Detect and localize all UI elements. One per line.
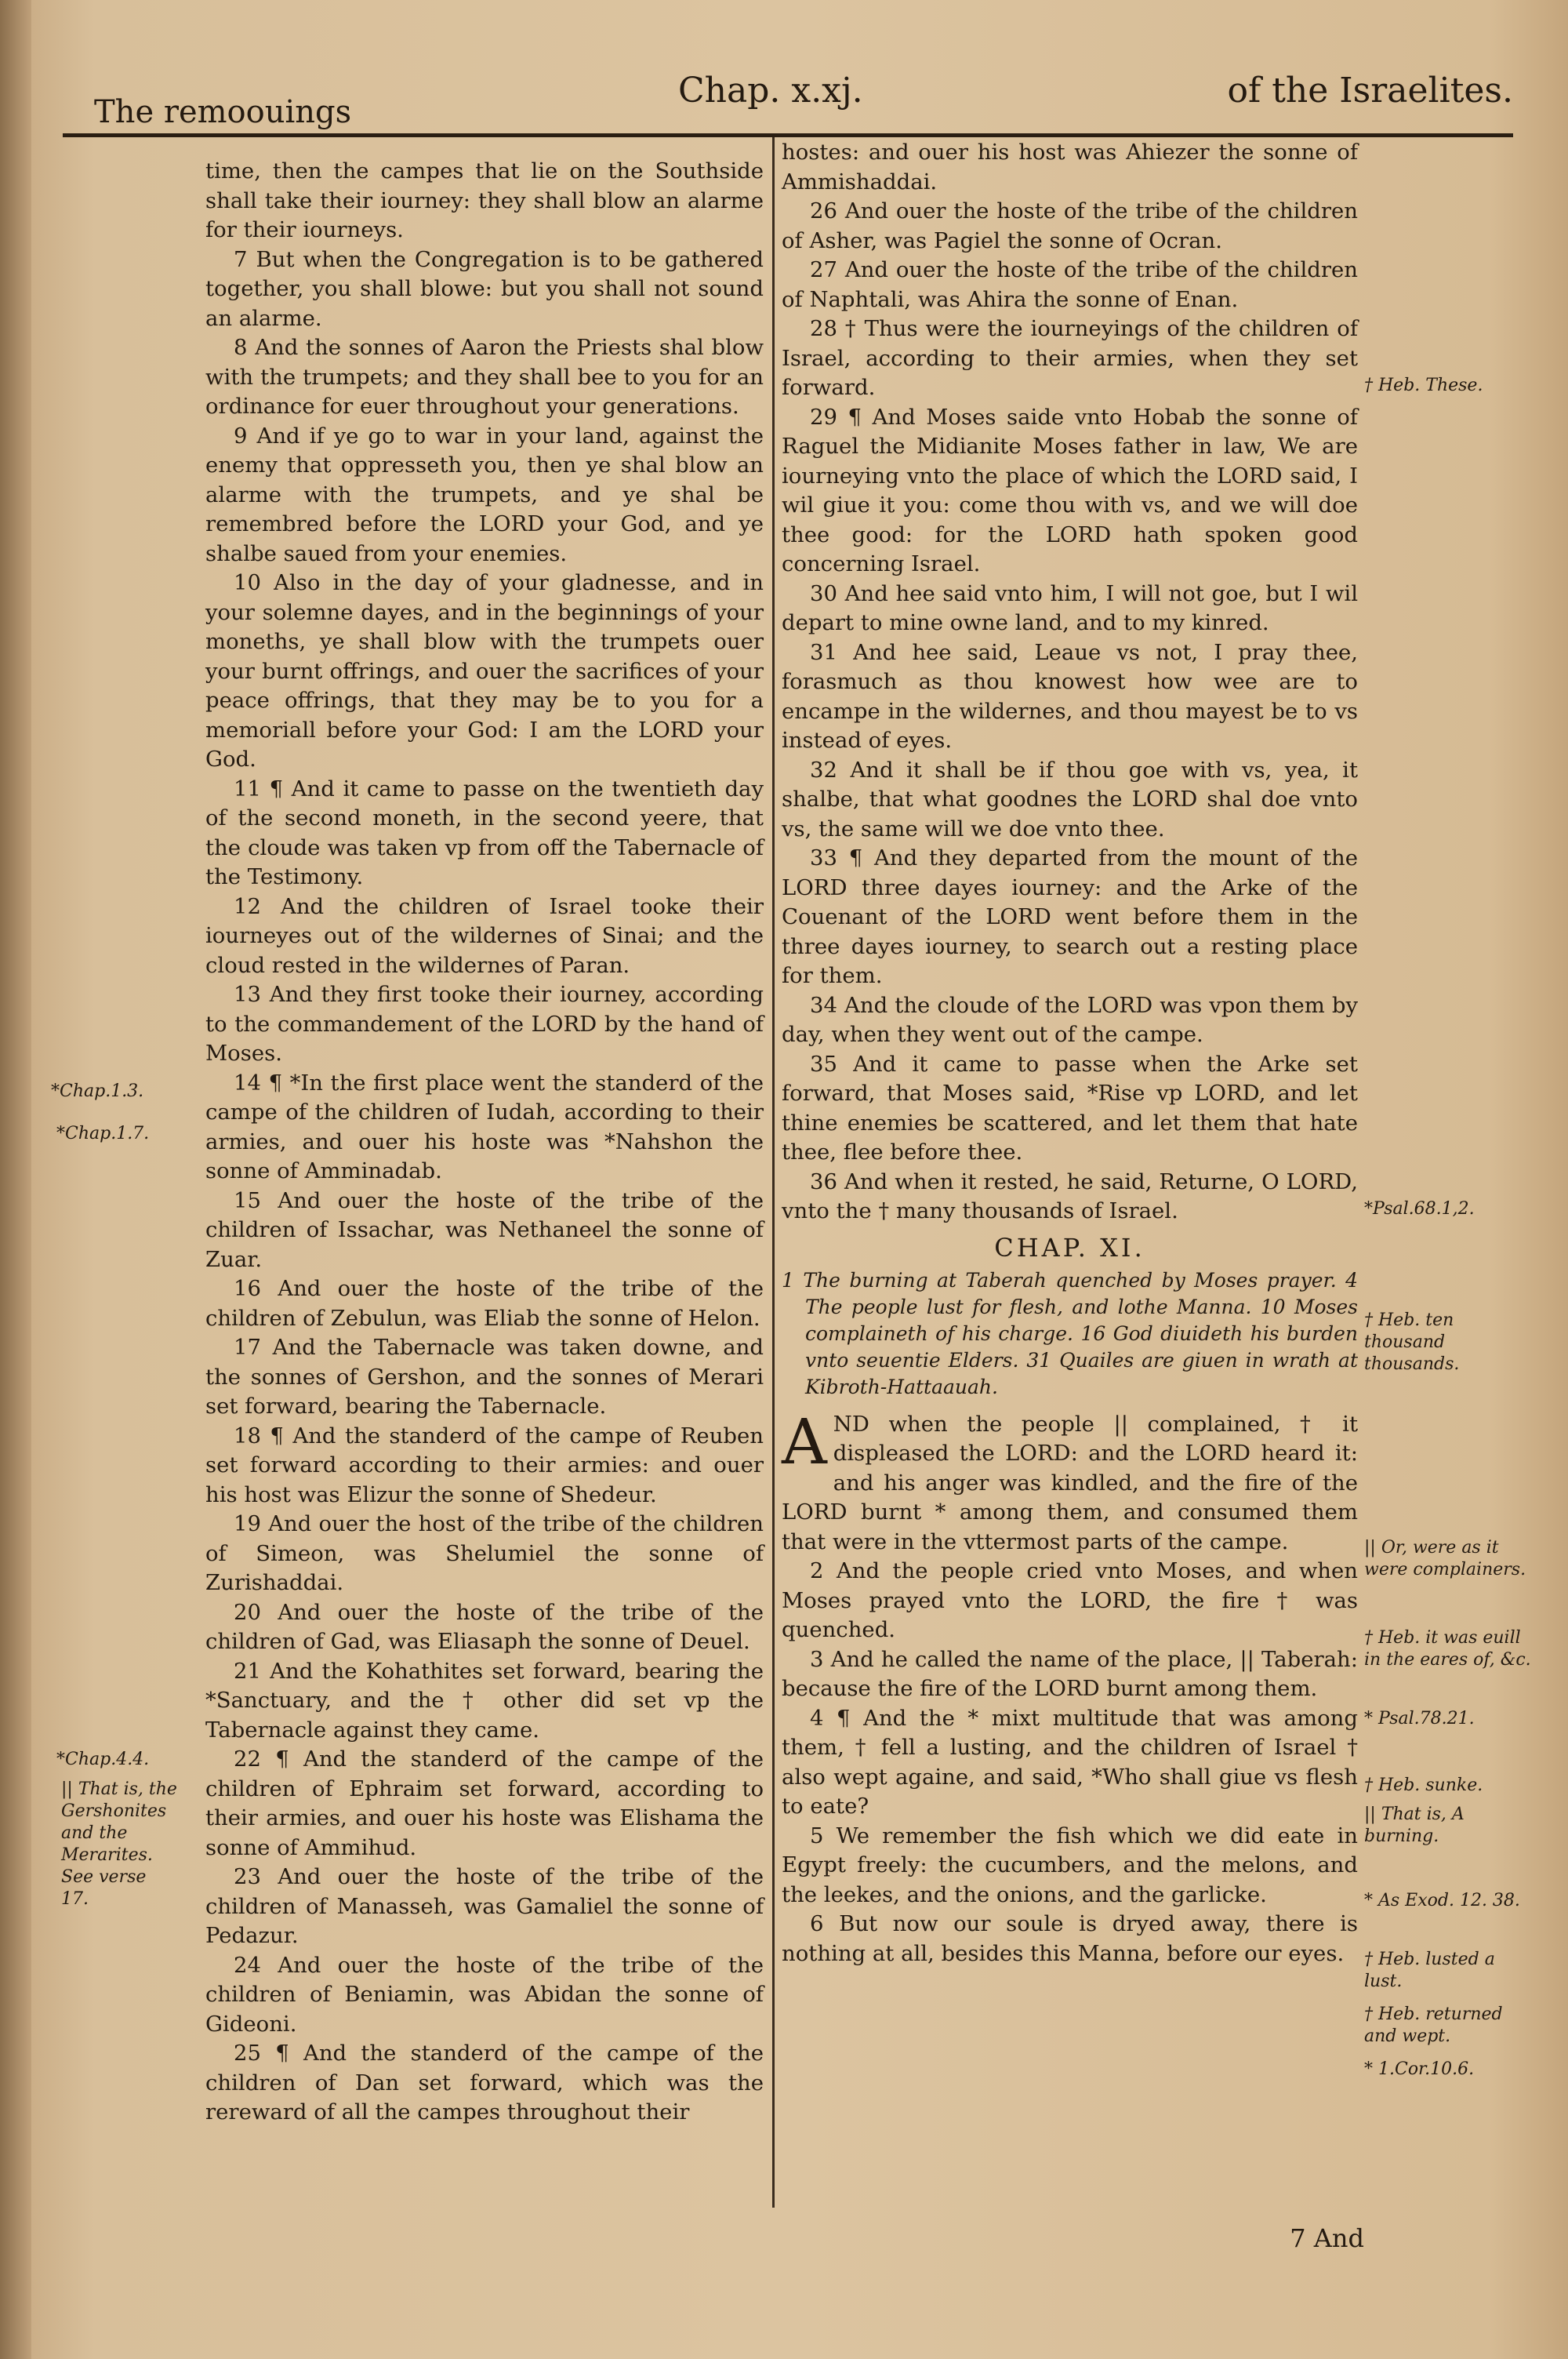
- verse: 18 ¶ And the standerd of the campe of Reuben set forward according to their armies: and ouer his host was Elizur the sonne of Shedeur.: [205, 1423, 764, 1507]
- margin-note: † Heb. returned and wept.: [1364, 2005, 1503, 2046]
- verse: 22 ¶ And the standerd of the campe of the children of Ephraim set forward, according to their armies, and ouer his hoste was Elishama the sonne of Ammihud.: [205, 1747, 764, 1860]
- header-right: of the Israelites.: [1227, 71, 1513, 111]
- verse: time, then the campes that lie on the Southside shall take their iourney: they shall blow an alarme for their iourneys.: [205, 158, 764, 242]
- verse: 30 And hee said vnto him, I will not goe, but I wil depart to mine owne land, and to my kinred.: [782, 580, 1358, 635]
- verse: 19 And ouer the host of the tribe of the children of Simeon, was Shelumiel the sonne of Zurishaddai.: [205, 1511, 764, 1595]
- margin-note: || That is, A burning.: [1364, 1805, 1465, 1846]
- verse: 24 And ouer the hoste of the tribe of the children of Beniamin, was Abidan the sonne of Gideoni.: [205, 1952, 764, 2037]
- margin-note: † Heb. sunke.: [1364, 1776, 1483, 1795]
- margin-note: * As Exod. 12. 38.: [1364, 1891, 1520, 1910]
- left-column: [205, 157, 764, 2128]
- verse: 8 And the sonnes of Aaron the Priests shal blow with the trumpets; and they shall bee to you for an ordinance for euer throughout your generations.: [205, 335, 764, 419]
- verse: 2 And the people cried vnto Moses, and when Moses prayed vnto the LORD, the fire † was quenched.: [782, 1558, 1358, 1642]
- margin-note: * 1.Cor.10.6.: [1364, 2059, 1475, 2079]
- verse: 26 And ouer the hoste of the tribe of the children of Asher, was Pagiel the sonne of Ocran.: [782, 198, 1358, 253]
- verse: 27 And ouer the hoste of the tribe of the children of Naphtali, was Ahira the sonne of Enan.: [782, 257, 1358, 312]
- verse: 32 And it shall be if thou goe with vs, yea, it shalbe, that what goodnes the LORD shal doe vnto vs, the same will we doe vnto thee.: [782, 757, 1358, 841]
- verse: 5 We remember the fish which we did eate in Egypt freely: the cucumbers, and the melons, and the leekes, and the onions, and the garlicke.: [782, 1823, 1358, 1907]
- verse: 29 ¶ And Moses saide vnto Hobab the sonne of Raguel the Midianite Moses father in law, We are iourneying vnto the place of which the LORD said, I wil giue it you: come thou with vs, and we will doe thee good: for the LORD hath spoken good concerning Israel.: [782, 404, 1358, 576]
- margin-note: *Chap.1.7.: [56, 1124, 150, 1143]
- chapter-summary: 1 The burning at Taberah quenched by Moses prayer. 4 The people lust for flesh, and lothe Manna. 10 Moses complaineth of his charge. 16 God diuideth his burden vnto seuentie Elders. 31 Quailes are giuen in wrath at Kibroth-Hattaauah.: [782, 1268, 1358, 1398]
- verse: 9 And if ye go to war in your land, against the enemy that oppresseth you, then ye shal blow an alarme with the trumpets, and ye shal be remembred before the LORD your God, and ye shalbe saued from your enemies.: [205, 423, 764, 566]
- verse: 17 And the Tabernacle was taken downe, and the sonnes of Gershon, and the sonnes of Merari set forward, bearing the Tabernacle.: [205, 1335, 764, 1419]
- margin-note: *Psal.68.1,2.: [1364, 1199, 1475, 1219]
- margin-note: † Heb. These.: [1364, 376, 1483, 395]
- verse: 16 And ouer the hoste of the tribe of the children of Zebulun, was Eliab the sonne of Helon.: [205, 1276, 764, 1331]
- margin-note: † Heb. lusted a lust.: [1364, 1950, 1495, 1991]
- verse: 35 And it came to passe when the Arke set forward, that Moses said, *Rise vp LORD, and let thine enemies be scattered, and let them that hate thee, flee before thee.: [782, 1051, 1358, 1165]
- drop-cap: A: [782, 1405, 827, 1478]
- verse: 20 And ouer the hoste of the tribe of the children of Gad, was Eliasaph the sonne of Deuel.: [205, 1599, 764, 1654]
- margin-note: * Psal.78.21.: [1364, 1709, 1475, 1728]
- verse: 31 And hee said, Leaue vs not, I pray thee, forasmuch as thou knowest how wee are to encampe in the wildernes, and thou mayest be to vs instead of eyes.: [782, 639, 1358, 753]
- margin-note: *Chap.1.3.: [51, 1081, 144, 1101]
- catchword: 7 And: [1290, 2223, 1364, 2253]
- verse: 21 And the Kohathites set forward, bearing the *Sanctuary, and the † other did set vp the Tabernacle against they came.: [205, 1658, 764, 1743]
- running-header: [86, 63, 1513, 130]
- verse: 3 And he called the name of the place, || Taberah: because the fire of the LORD burnt among them.: [782, 1646, 1358, 1701]
- margin-note: *Chap.4.4.: [56, 1750, 150, 1769]
- margin-note: || That is, the Gershonites and the Merarites. See verse 17.: [61, 1779, 177, 1909]
- margin-note: || Or, were as it were complainers.: [1364, 1538, 1526, 1579]
- column-rule: [772, 137, 775, 2208]
- header-left: The remoouings: [94, 94, 352, 130]
- verse: 25 ¶ And the standerd of the campe of the children of Dan set forward, which was the rereward of all the campes throughout their: [205, 2041, 764, 2125]
- verse: 15 And ouer the hoste of the tribe of the children of Issachar, was Nethaneel the sonne of Zuar.: [205, 1187, 764, 1272]
- verse: 7 But when the Congregation is to be gathered together, you shall blowe: but you shall not sound an alarme.: [205, 246, 764, 331]
- verse: 11 ¶ And it came to passe on the twentieth day of the second moneth, in the second yeere, that the cloude was taken vp from off the Tabernacle of the Testimony.: [205, 776, 764, 889]
- margin-note: † Heb. it was euill in the eares of, &c.: [1364, 1628, 1531, 1670]
- verse: 10 Also in the day of your gladnesse, and in your solemne dayes, and in the beginnings of your moneths, ye shall blow with the trumpets ouer your burnt offrings, and ouer the sacrifices of your peace offrings, that they may be to you for a memoriall before your God: I am the LORD your God.: [205, 570, 764, 772]
- verse: 13 And they first tooke their iourney, according to the commandement of the LORD by the hand of Moses.: [205, 982, 764, 1066]
- verse: 36 And when it rested, he said, Returne, O LORD, vnto the † many thousands of Israel.: [782, 1169, 1358, 1223]
- first-verse-text: ND when the people || complained, † it displeased the LORD: and the LORD heard it: and his anger was kindled, and the fire of the LORD burnt * among them, and consumed them that were in the vttermost parts of the campe.: [782, 1411, 1358, 1554]
- verse: 6 But now our soule is dryed away, there is nothing at all, besides this Manna, before our eyes.: [782, 1911, 1358, 1966]
- verse: 28 † Thus were the iourneyings of the children of Israel, according to their armies, when they set forward.: [782, 316, 1358, 400]
- margin-note: † Heb. ten thousand thousands.: [1364, 1310, 1460, 1374]
- header-rule: [63, 133, 1513, 137]
- verse: 33 ¶ And they departed from the mount of the LORD three dayes iourney: and the Arke of the Couenant of the LORD went before them in the three dayes iourney, to search out a resting place for them.: [782, 845, 1358, 988]
- verse: 12 And the children of Israel tooke their iourneyes out of the wildernes of Sinai; and the cloud rested in the wildernes of Paran.: [205, 893, 764, 978]
- verse: hostes: and ouer his host was Ahiezer the sonne of Ammishaddai.: [782, 140, 1358, 194]
- header-chapter: Chap. x.xj.: [678, 71, 863, 111]
- page-gutter: [0, 0, 31, 2359]
- verse: 14 ¶ *In the first place went the standerd of the campe of the children of Iudah, according to their armies, and ouer his hoste was *Nahshon the sonne of Amminadab.: [205, 1070, 764, 1183]
- verse: 34 And the cloude of the LORD was vpon them by day, when they went out of the campe.: [782, 992, 1358, 1047]
- verse: 23 And ouer the hoste of the tribe of the children of Manasseh, was Gamaliel the sonne of Pedazur.: [205, 1864, 764, 1948]
- verse: 4 ¶ And the * mixt multitude that was among them, † fell a lusting, and the children of Israel † also wept againe, and said, *Who shall giue vs flesh to eate?: [782, 1705, 1358, 1819]
- chapter-first-verse: [782, 1405, 1358, 1558]
- chapter-heading: CHAP. XI.: [994, 1232, 1145, 1263]
- right-column: [782, 138, 1358, 1968]
